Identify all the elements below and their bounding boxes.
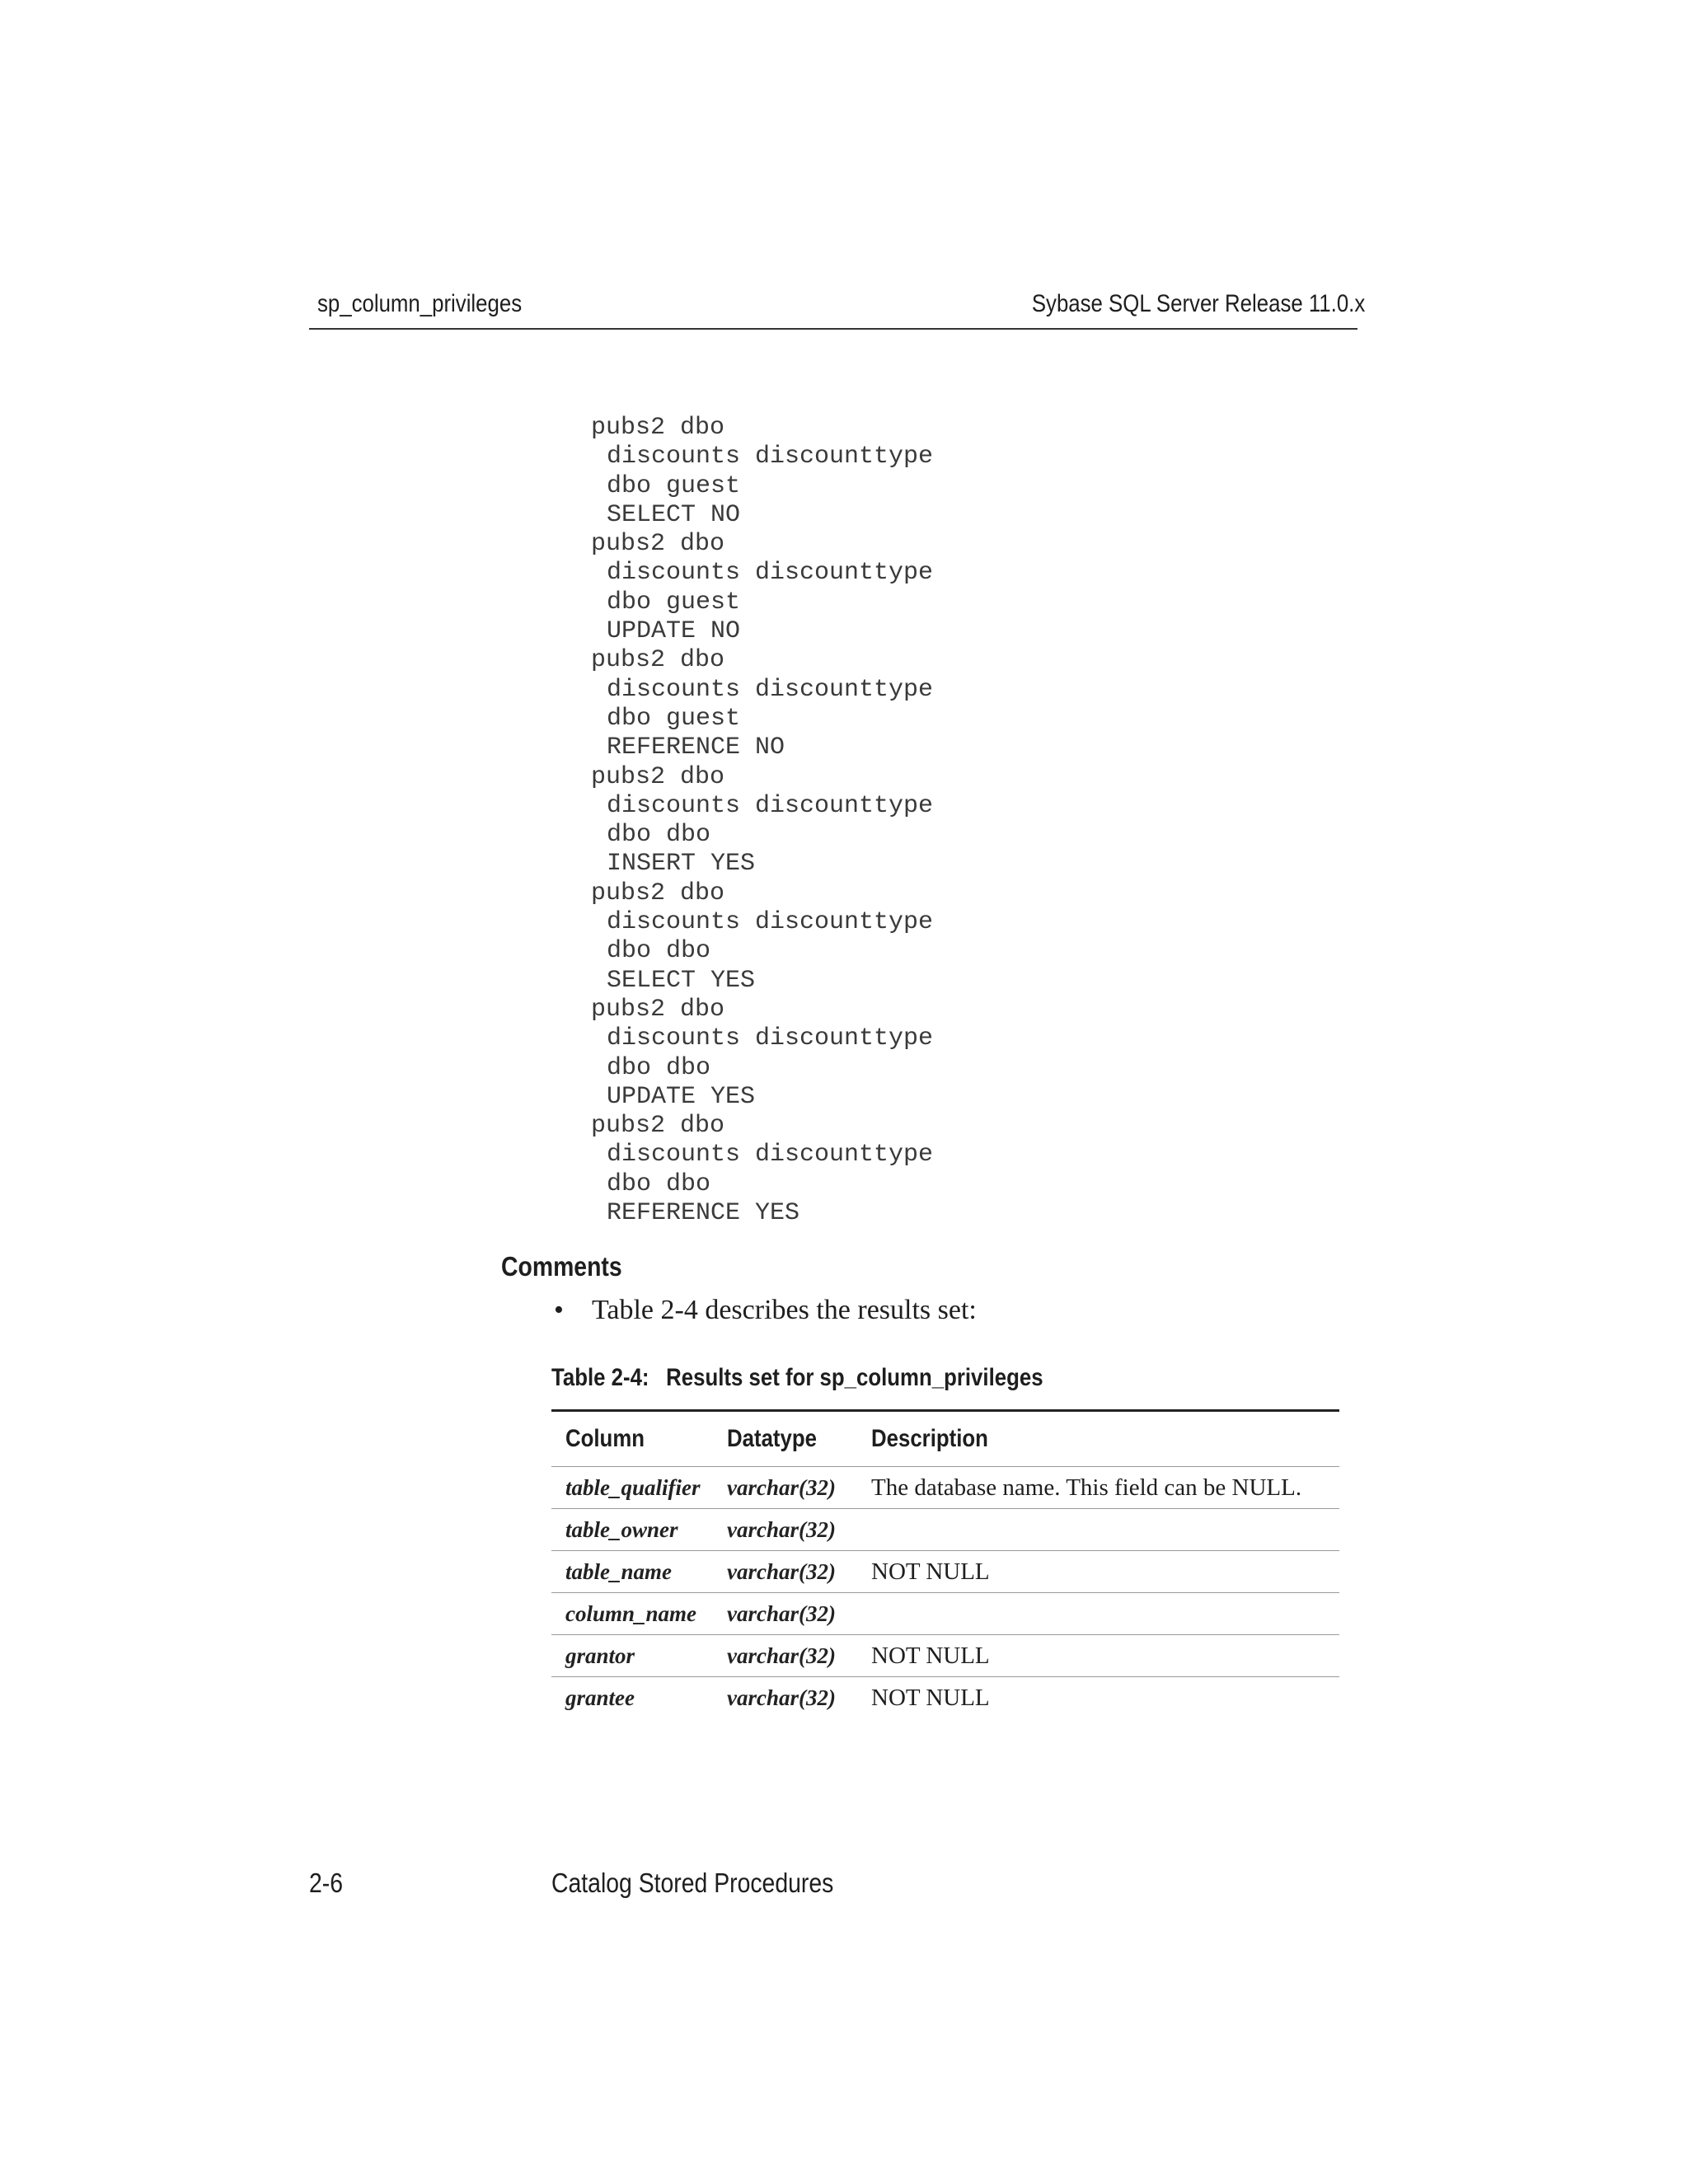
header-cell-description: Description	[871, 1425, 988, 1452]
code-line: dbo guest	[607, 704, 741, 733]
code-line: dbo dbo	[607, 1169, 711, 1198]
code-line: pubs2 dbo	[591, 1112, 725, 1141]
cell-datatype: varchar(32)	[727, 1474, 836, 1500]
footer-section-text: Catalog Stored Procedures	[551, 1868, 834, 1898]
table-row	[551, 1551, 1339, 1593]
code-line: discounts discounttype	[607, 1024, 934, 1053]
code-line: REFERENCE YES	[607, 1199, 800, 1228]
results-table	[551, 1409, 1339, 1719]
code-line: discounts discounttype	[607, 908, 934, 937]
table-caption	[551, 1363, 1123, 1393]
code-line: pubs2 dbo	[591, 879, 725, 907]
bullet-text: Table 2-4 describes the results set:	[592, 1295, 977, 1325]
cell-column-name: grantor	[565, 1643, 635, 1668]
table-row	[551, 1509, 1339, 1551]
table-row	[551, 1635, 1339, 1677]
code-line: discounts discounttype	[607, 1141, 934, 1169]
code-line: pubs2 dbo	[591, 762, 725, 791]
code-line: discounts discounttype	[607, 559, 934, 588]
footer-section	[551, 1867, 879, 1900]
bullet-item	[554, 1293, 977, 1328]
running-header-release-text: Sybase SQL Server Release 11.0.x	[1031, 290, 1365, 317]
table-caption-title: Results set for sp_column_privileges	[666, 1364, 1043, 1391]
table-row	[551, 1677, 1339, 1719]
code-line: dbo guest	[607, 471, 741, 500]
code-line: INSERT YES	[607, 850, 756, 879]
cell-column-name: grantee	[565, 1685, 635, 1710]
code-line: dbo dbo	[607, 937, 711, 966]
table-row	[551, 1467, 1339, 1509]
cell-datatype: varchar(32)	[727, 1558, 836, 1584]
cell-description: The database name. This field can be NULL.	[871, 1474, 1302, 1501]
code-line: UPDATE NO	[607, 617, 741, 646]
code-line: dbo guest	[607, 588, 741, 616]
cell-column-name: table_name	[565, 1558, 672, 1584]
cell-column-name: table_owner	[565, 1516, 678, 1542]
code-line: dbo dbo	[607, 821, 711, 850]
code-line: pubs2 dbo	[591, 530, 725, 559]
running-header-title-text: sp_column_privileges	[317, 290, 523, 317]
table-caption-label: Table 2-4:	[551, 1364, 649, 1391]
code-line: discounts discounttype	[607, 675, 934, 704]
code-line: UPDATE YES	[607, 1082, 756, 1111]
code-line: dbo dbo	[607, 1053, 711, 1082]
code-line: discounts discounttype	[607, 443, 934, 471]
running-header-title	[317, 289, 556, 319]
code-line: SELECT NO	[607, 500, 741, 529]
comments-heading	[501, 1250, 642, 1284]
cell-description: NOT NULL	[871, 1685, 990, 1711]
code-example	[591, 414, 933, 1228]
cell-column-name: table_qualifier	[565, 1474, 701, 1500]
running-header-release	[978, 289, 1365, 319]
code-line: pubs2 dbo	[591, 995, 725, 1024]
code-line: pubs2 dbo	[591, 646, 725, 675]
header-cell-column: Column	[565, 1425, 645, 1452]
comments-heading-text: Comments	[501, 1251, 622, 1282]
cell-datatype: varchar(32)	[727, 1516, 836, 1542]
cell-datatype: varchar(32)	[727, 1601, 836, 1626]
table-body	[551, 1467, 1339, 1719]
footer-page-number	[309, 1867, 349, 1900]
code-line: discounts discounttype	[607, 791, 934, 820]
code-line: pubs2 dbo	[591, 414, 725, 442]
cell-description: NOT NULL	[871, 1558, 990, 1585]
footer-page-number-text: 2-6	[309, 1868, 344, 1898]
table-row	[551, 1593, 1339, 1635]
bullet-symbol: •	[554, 1295, 564, 1325]
header-cell-datatype: Datatype	[727, 1425, 817, 1452]
cell-datatype: varchar(32)	[727, 1643, 836, 1668]
code-line: SELECT YES	[607, 966, 756, 995]
cell-column-name: column_name	[565, 1601, 697, 1626]
table-header-row	[551, 1412, 1339, 1467]
code-line: REFERENCE NO	[607, 733, 785, 762]
cell-description: NOT NULL	[871, 1642, 990, 1669]
cell-datatype: varchar(32)	[727, 1685, 836, 1710]
header-rule	[309, 328, 1357, 330]
